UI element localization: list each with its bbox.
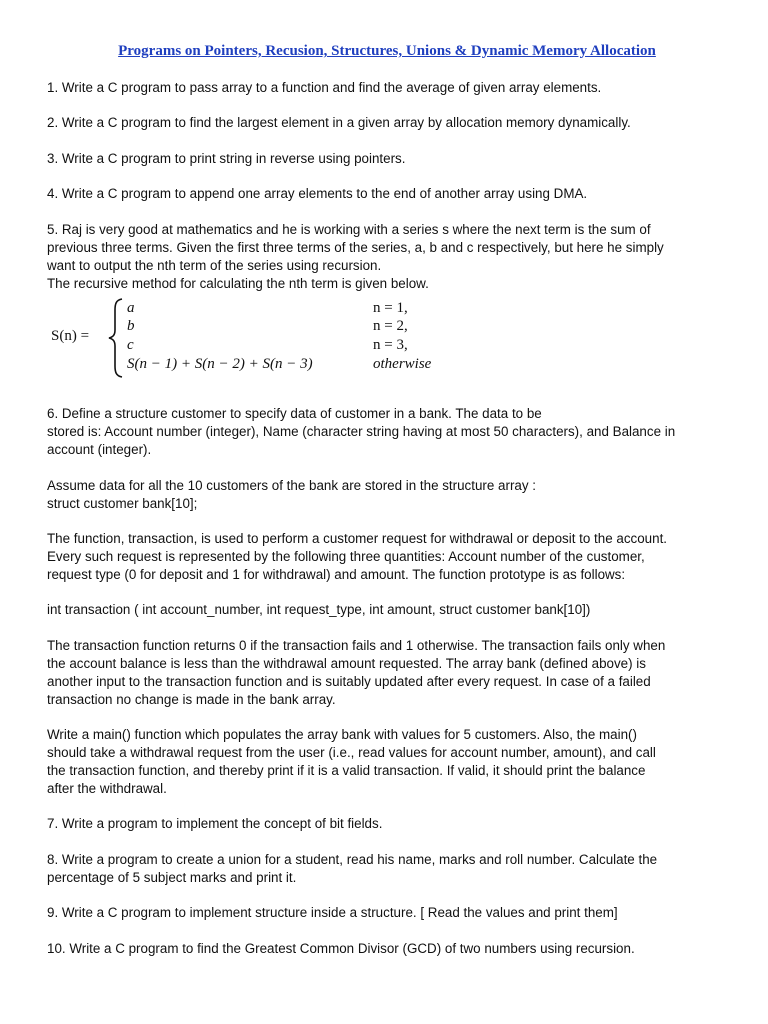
formula-case-1-cond: n = 1, (373, 300, 408, 316)
formula-case-2-expr: b (127, 318, 135, 334)
question-6-return-2: the account balance is less than the withdrawal amount requested. The array bank (defined above) is (47, 656, 646, 671)
question-7: 7. Write a program to implement the concept of bit fields. (47, 816, 383, 831)
formula-case-3-cond: n = 3, (373, 337, 408, 353)
question-8-line-2: percentage of 5 subject marks and print it. (47, 870, 297, 885)
question-6-return-4: transaction no change is made in the bank array. (47, 692, 336, 707)
question-6-function-3: request type (0 for deposit and 1 for withdrawal) and amount. The function prototype is as follows: (47, 567, 626, 582)
formula-case-3-expr: c (127, 337, 134, 353)
question-3: 3. Write a C program to print string in reverse using pointers. (47, 151, 406, 166)
question-6-return-1: The transaction function returns 0 if the transaction fails and 1 otherwise. The transaction fails only when (47, 638, 666, 653)
question-5-line-2: previous three terms. Given the first three terms of the series, a, b and c respectively, but here he simply (47, 240, 664, 255)
question-10: 10. Write a C program to find the Greatest Common Divisor (GCD) of two numbers using recursion. (47, 941, 635, 956)
question-6-line-1: 6. Define a structure customer to specify data of customer in a bank. The data to be (47, 406, 542, 421)
question-6-line-3: account (integer). (47, 442, 152, 457)
question-5-line-1: 5. Raj is very good at mathematics and he is working with a series s where the next term is the sum of (47, 222, 651, 237)
question-5-line-4: The recursive method for calculating the nth term is given below. (47, 276, 429, 291)
question-6-function-2: Every such request is represented by the following three quantities: Account number of the customer, (47, 549, 645, 564)
question-5-line-3: want to output the nth term of the series using recursion. (47, 258, 382, 273)
question-4: 4. Write a C program to append one array elements to the end of another array using DMA. (47, 186, 588, 201)
question-6-assume-2: struct customer bank[10]; (47, 496, 198, 511)
formula-case-2-cond: n = 2, (373, 318, 408, 334)
question-6-assume-1: Assume data for all the 10 customers of the bank are stored in the structure array : (47, 478, 537, 493)
question-6-function-1: The function, transaction, is used to perform a customer request for withdrawal or deposit to the account. (47, 531, 668, 546)
formula-case-1-expr: a (127, 300, 135, 316)
formula-case-4-cond: otherwise (373, 356, 432, 372)
page-title: Programs on Pointers, Recusion, Structures, Unions & Dynamic Memory Allocation (118, 43, 656, 59)
left-brace-icon (107, 298, 125, 378)
question-6-main-4: after the withdrawal. (47, 781, 167, 796)
formula-lhs: S(n) = (51, 328, 90, 344)
question-8-line-1: 8. Write a program to create a union for a student, read his name, marks and roll number. Calculate the (47, 852, 658, 867)
question-6-line-2: stored is: Account number (integer), Name (character string having at most 50 characters), and Balance in (47, 424, 676, 439)
question-6-return-3: another input to the transaction function and is suitably updated after every request. In case of a failed (47, 674, 651, 689)
question-6-main-2: should take a withdrawal request from the user (i.e., read values for account number, amount), and call (47, 745, 656, 760)
question-9: 9. Write a C program to implement structure inside a structure. [ Read the values and print them] (47, 905, 618, 920)
recurrence-formula (51, 298, 471, 378)
question-1: 1. Write a C program to pass array to a function and find the average of given array elements. (47, 80, 602, 95)
question-6-main-3: the transaction function, and thereby print if it is a valid transaction. If valid, it should print the balance (47, 763, 646, 778)
question-6-main-1: Write a main() function which populates the array bank with values for 5 customers. Also, the main() (47, 727, 637, 742)
question-2: 2. Write a C program to find the largest element in a given array by allocation memory dynamically. (47, 115, 631, 130)
question-6-prototype: int transaction ( int account_number, int request_type, int amount, struct customer bank[10]) (47, 602, 591, 617)
formula-case-4-expr: S(n − 1) + S(n − 2) + S(n − 3) (127, 356, 313, 372)
